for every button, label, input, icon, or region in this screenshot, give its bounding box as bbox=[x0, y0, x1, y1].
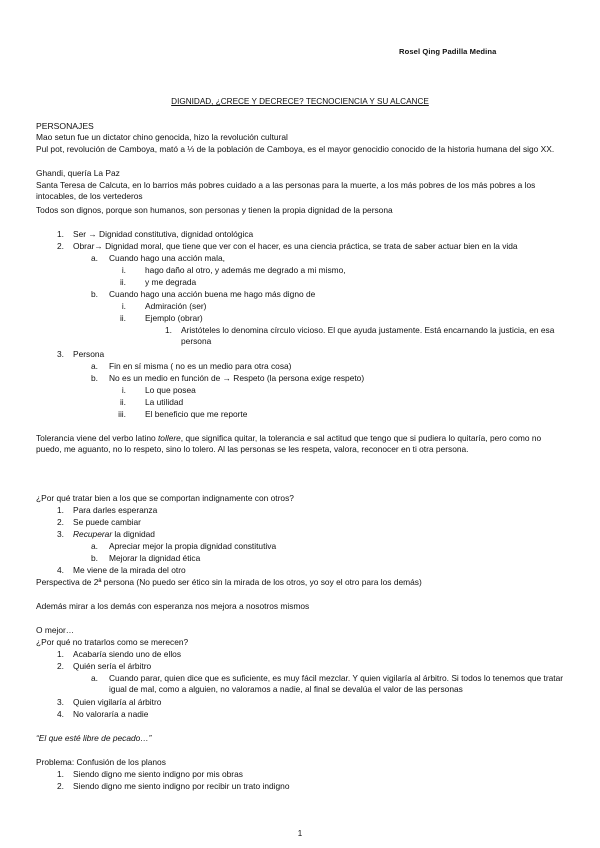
list-item bbox=[73, 529, 155, 540]
list-item: La utilidad bbox=[145, 397, 184, 407]
list-item: Cuando hago una acción mala, bbox=[109, 253, 225, 263]
list-roman: ii. bbox=[119, 397, 126, 407]
list-item: Se puede cambiar bbox=[73, 517, 141, 527]
list-item: Obrar→ Dignidad moral, que tiene que ver con el hacer, es una ciencia práctica, se trata de saber actuar bien en la vida bbox=[73, 241, 518, 251]
list-number: 4. bbox=[57, 565, 64, 575]
list-item: El beneficio que me reporte bbox=[145, 409, 248, 419]
list-item-emphasis: Recuperar bbox=[73, 529, 113, 539]
list-letter: b. bbox=[91, 289, 98, 299]
list-item: Quien vigilaría al árbitro bbox=[73, 697, 162, 707]
paragraph-line: Todos son dignos, porque son humanos, son personas y tienen la propia dignidad de la persona bbox=[36, 205, 393, 215]
list-item: Admiración (ser) bbox=[145, 301, 207, 311]
list-number: 1. bbox=[57, 505, 64, 515]
list-item: No es un medio en función de → Respeto (la persona exige respeto) bbox=[109, 373, 365, 383]
list-number: 1. bbox=[57, 229, 64, 239]
list-number: 3. bbox=[57, 697, 64, 707]
list-number: 2. bbox=[57, 517, 64, 527]
list-number: 3. bbox=[57, 529, 64, 539]
list-item: Siendo digno me siento indigno por recibir un trato indigno bbox=[73, 781, 290, 791]
list-number: 3. bbox=[57, 349, 64, 359]
list-roman: i. bbox=[121, 301, 126, 311]
list-item: Cuando hago una acción buena me hago más digno de bbox=[109, 289, 316, 299]
paragraph-line: Además mirar a los demás con esperanza nos mejora a nosotros mismos bbox=[36, 601, 310, 611]
list-number: 2. bbox=[57, 241, 64, 251]
list-number: 1. bbox=[57, 769, 64, 779]
paragraph-line: O mejor… bbox=[36, 625, 75, 635]
list-roman: ii. bbox=[119, 313, 126, 323]
list-item: Me viene de la mirada del otro bbox=[73, 565, 186, 575]
document-title: DIGNIDAD, ¿CRECE Y DECRECE? TECNOCIENCIA Y SU ALCANCE bbox=[171, 97, 429, 106]
list-number: 1. bbox=[57, 649, 64, 659]
list-letter: b. bbox=[91, 373, 98, 383]
list-item: Ser → Dignidad constitutiva, dignidad ontológica bbox=[73, 229, 254, 239]
problema-heading: Problema: Confusión de los planos bbox=[36, 757, 166, 767]
list-letter: a. bbox=[91, 673, 98, 683]
personajes-heading: PERSONAJES bbox=[36, 121, 94, 131]
paragraph-line: Pul pot, revolución de Camboya, mató a ⅓ de la población de Camboya, es el mayor genocidio conocido de la historia humana del sigo XX. bbox=[36, 144, 555, 154]
list-item-text: la dignidad bbox=[112, 529, 155, 539]
list-item: Cuando parar, quien dice que es suficiente, es muy fácil mezclar. Y quien vigilaría al árbitro. Si todos lo tenemos que tratar igual de mal, como a alguien, no valoramos a nadie, al final se devalúa el valor de las personas bbox=[109, 673, 564, 694]
list-item: Fin en sí misma ( no es un medio para otra cosa) bbox=[109, 361, 292, 371]
list-letter: a. bbox=[91, 361, 98, 371]
list-number: 4. bbox=[57, 709, 64, 719]
list-item: hago daño al otro, y además me degrado a mi mismo, bbox=[145, 265, 346, 275]
question-heading: ¿Por qué tratar bien a los que se comportan indignamente con otros? bbox=[36, 493, 294, 503]
list-item: Lo que posea bbox=[145, 385, 196, 395]
page-number: 1 bbox=[297, 829, 303, 838]
list-roman: ii. bbox=[119, 277, 126, 287]
list-item: y me degrada bbox=[145, 277, 197, 287]
paragraph-line: Perspectiva de 2ª persona (No puedo ser ético sin la mirada de los otros, yo soy el otro para los demás) bbox=[36, 577, 422, 587]
list-item: Aristóteles lo denomina círculo vicioso. El que ayuda justamente. Está encarnando la justicia, en esa persona bbox=[181, 325, 555, 346]
list-item: Acabaría siendo uno de ellos bbox=[73, 649, 182, 659]
list-roman: i. bbox=[121, 265, 126, 275]
tolerancia-latin-word: tollere bbox=[157, 433, 181, 443]
tolerancia-text: Tolerancia viene del verbo latino bbox=[36, 433, 158, 443]
paragraph-line: Mao setun fue un dictator chino genocida, hizo la revolución cultural bbox=[36, 132, 288, 142]
tolerancia-paragraph bbox=[36, 433, 568, 455]
list-letter: a. bbox=[91, 253, 98, 263]
list-item: Para darles esperanza bbox=[73, 505, 158, 515]
list-item: No valoraría a nadie bbox=[73, 709, 149, 719]
list-number: 2. bbox=[57, 781, 64, 791]
paragraph-line: Ghandi, quería La Paz bbox=[36, 168, 120, 178]
list-item: Mejorar la dignidad ética bbox=[109, 553, 201, 563]
list-item: Apreciar mejor la propia dignidad constitutiva bbox=[109, 541, 277, 551]
list-item: Ejemplo (obrar) bbox=[145, 313, 203, 323]
list-number: 2. bbox=[57, 661, 64, 671]
tolerancia-text: , que significa quitar, la tolerancia e sal actitud que tengo que si pudiera lo quitaría, pero como no puedo, me aguanto, no lo respeto, sino lo tolero. Al las personas se les respeta, valora, reconocer en ti otra persona. bbox=[36, 433, 542, 454]
list-item: Siendo digno me siento indigno por mis obras bbox=[73, 769, 243, 779]
author-name: Rosel Qing Padilla Medina bbox=[399, 47, 497, 56]
paragraph-line: Santa Teresa de Calcuta, en lo barrios más pobres cuidado a a las personas para la muerte, a los más pobres de los más pobres a los intocables, de los vertederos bbox=[36, 180, 536, 201]
list-item: Persona bbox=[73, 349, 105, 359]
quote: “El que esté libre de pecado…” bbox=[36, 733, 152, 743]
list-letter: b. bbox=[91, 553, 98, 563]
list-letter: a. bbox=[91, 541, 98, 551]
question-heading: ¿Por qué no tratarlos como se merecen? bbox=[36, 637, 189, 647]
list-number: 1. bbox=[165, 325, 172, 335]
list-roman: iii. bbox=[118, 409, 126, 419]
list-item: Quién sería el árbitro bbox=[73, 661, 152, 671]
list-roman: i. bbox=[121, 385, 126, 395]
